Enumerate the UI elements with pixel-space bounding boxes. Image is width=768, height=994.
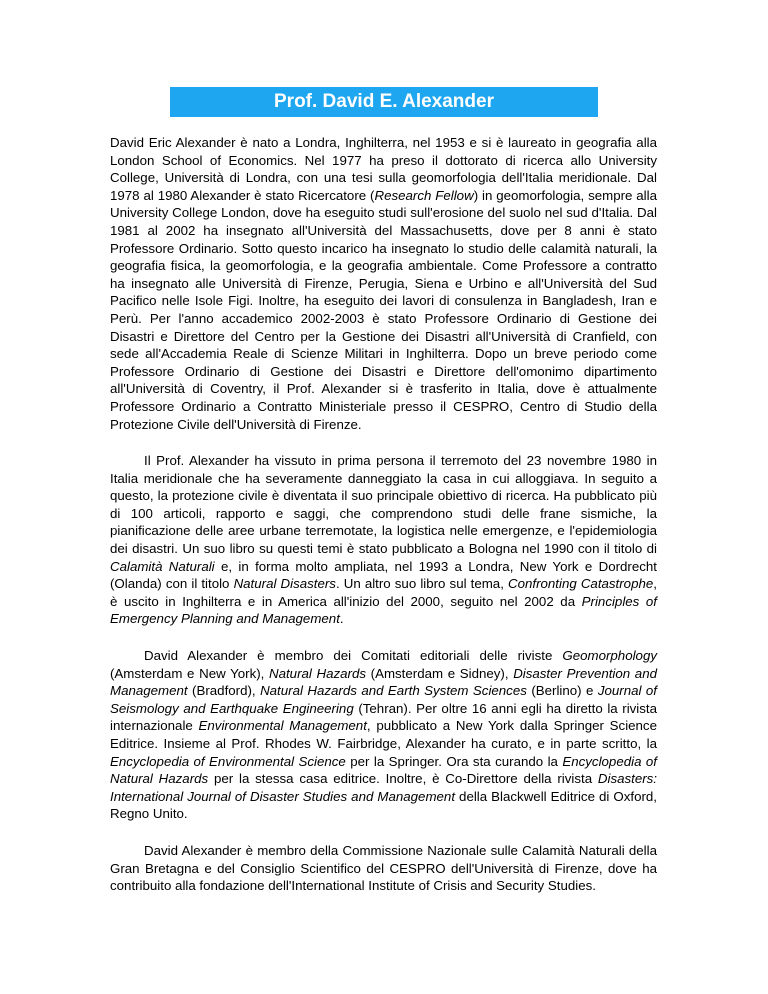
italic-title-text: Journal of Seismology and Earthquake Engineering <box>110 683 657 716</box>
page-title: Prof. David E. Alexander <box>274 91 494 112</box>
paragraph-text: Il Prof. Alexander ha vissuto in prima persona il terremoto del 23 novembre 1980 in Italia meridionale che ha severamente danneggiato la casa in cui alloggiava. In seguito a questo, la protezione civile è diventata il suo principale obiettivo di ricerca. Ha pubblicato più di 100 articoli, rapporto e saggi, che comprendono studi delle frane sismiche, la pianificazione delle aree urbane terremotate, la logistica nelle emergenze, e l'epidemiologia dei disastri. Un suo libro su questi temi è stato pubblicato a Bologna nel 1990 con il titolo di <box>110 453 657 557</box>
italic-title-text: Geomorphology <box>562 648 657 664</box>
paragraph-text: (Amsterdam e Sidney), <box>366 665 514 681</box>
paragraph-text: David Alexander è membro dei Comitati editoriali delle riviste <box>144 648 563 664</box>
italic-title-text: Natural Disasters <box>233 576 336 592</box>
paragraph-text: (Tehran). Per oltre 16 anni egli ha diretto la rivista internazionale <box>110 700 657 734</box>
paragraph-text: per la stessa casa editrice. Inoltre, è Co-Direttore della rivista <box>208 771 598 787</box>
paragraph-text: , è uscito in Inghilterra e in America all'inizio del 2000, seguito nel 2002 da <box>110 576 657 609</box>
title-banner <box>170 87 598 117</box>
paragraph-text: per la Springer. Ora sta curando la <box>345 753 563 769</box>
italic-title-text: Principles of Emergency Planning and Management <box>110 593 657 627</box>
italic-title-text: Natural Hazards and Earth System Sciences <box>260 683 527 699</box>
italic-title-text: Confronting Catastrophe <box>507 576 654 592</box>
italic-title-text: Encyclopedia of Environmental Science <box>110 753 346 769</box>
italic-title-text: Encyclopedia of Natural Hazards <box>110 753 657 787</box>
paragraph-memberships <box>110 842 657 895</box>
paragraph-text: David Eric Alexander è nato a Londra, Inghilterra, nel 1953 e si è laureato in geografia alla London School of Economics. Nel 1977 ha preso il dottorato di ricerca allo University College, Università di Londra, con una tesi sulla geomorfologia dell'Italia meridionale. Dal 1978 al 1980 Alexander è stato Ricercatore ( <box>110 135 657 203</box>
paragraph-editorial-boards <box>110 647 657 823</box>
paragraph-text: . Un altro suo libro sul tema, <box>335 576 508 592</box>
italic-title-text: Disaster Prevention and Management <box>110 665 657 699</box>
italic-title-text: Environmental Management <box>198 718 367 734</box>
paragraph-text: (Bradford), <box>187 683 261 699</box>
paragraph-education-career <box>110 134 657 433</box>
paragraph-text: (Amsterdam e New York), <box>110 665 269 681</box>
paragraph-text: . <box>339 611 344 627</box>
italic-title-text: Calamità Naturali <box>110 558 215 574</box>
biography-body <box>110 134 657 914</box>
paragraph-text: (Berlino) e <box>526 683 598 699</box>
paragraph-text: della Blackwell Editrice di Oxford, Regno Unito. <box>110 788 657 822</box>
paragraph-earthquake-research <box>110 452 657 628</box>
paragraph-text: e, in forma molto ampliata, nel 1993 a Londra, New York e Dordrecht (Olanda) con il titolo <box>110 558 657 592</box>
italic-title-text: Disasters: International Journal of Disaster Studies and Management <box>110 771 657 804</box>
paragraph-text: ) in geomorfologia, sempre alla University College London, dove ha eseguito studi sull'erosione del suolo nel sud d'Italia. Dal 1981 al 2002 ha insegnato all'Università del Massachusetts, dove per 8 anni è stato Professore Ordinario. Sotto questo incarico ha insegnato lo studio delle calamità naturali, la geografia fisica, la geomorfologia, e la geografia ambientale. Come Professore a contratto ha insegnato alle Università di Firenze, Perugia, Siena e Urbino e all'Università del Sud Pacifico nelle Isole Figi. Inoltre, ha eseguito dei lavori di consulenza in Bangladesh, Iran e Perù. Per l'anno accademico 2002-2003 è stato Professore Ordinario di Gestione dei Disastri e Direttore del Centro per la Gestione dei Disastri all'Università di Cranfield, con sede all'Accademia Reale di Scienze Militari in Inghilterra. Dopo un breve periodo come Professore Ordinario di Gestione dei Disastri e Direttore dell'omonimo dipartimento all'Università di Coventry, il Prof. Alexander si è trasferito in Italia, dove è attualmente Professore Ordinario a Contratto Ministeriale presso il CESPRO, Centro di Studio della Protezione Civile dell'Università di Firenze. <box>110 187 657 432</box>
paragraph-text: David Alexander è membro della Commissione Nazionale sulle Calamità Naturali della Gran Bretagna e del Consiglio Scientifico del CESPRO dell'Università di Firenze, dove ha contribuito alla fondazione dell'International Institute of Crisis and Security Studies. <box>110 842 657 894</box>
italic-title-text: Natural Hazards <box>268 665 367 681</box>
italic-title-text: Research Fellow <box>374 187 474 203</box>
paragraph-text: , pubblicato a New York dalla Springer Science Editrice. Insieme al Prof. Rhodes W. Fairbridge, Alexander ha curato, e in parte scritto, la <box>110 718 657 751</box>
